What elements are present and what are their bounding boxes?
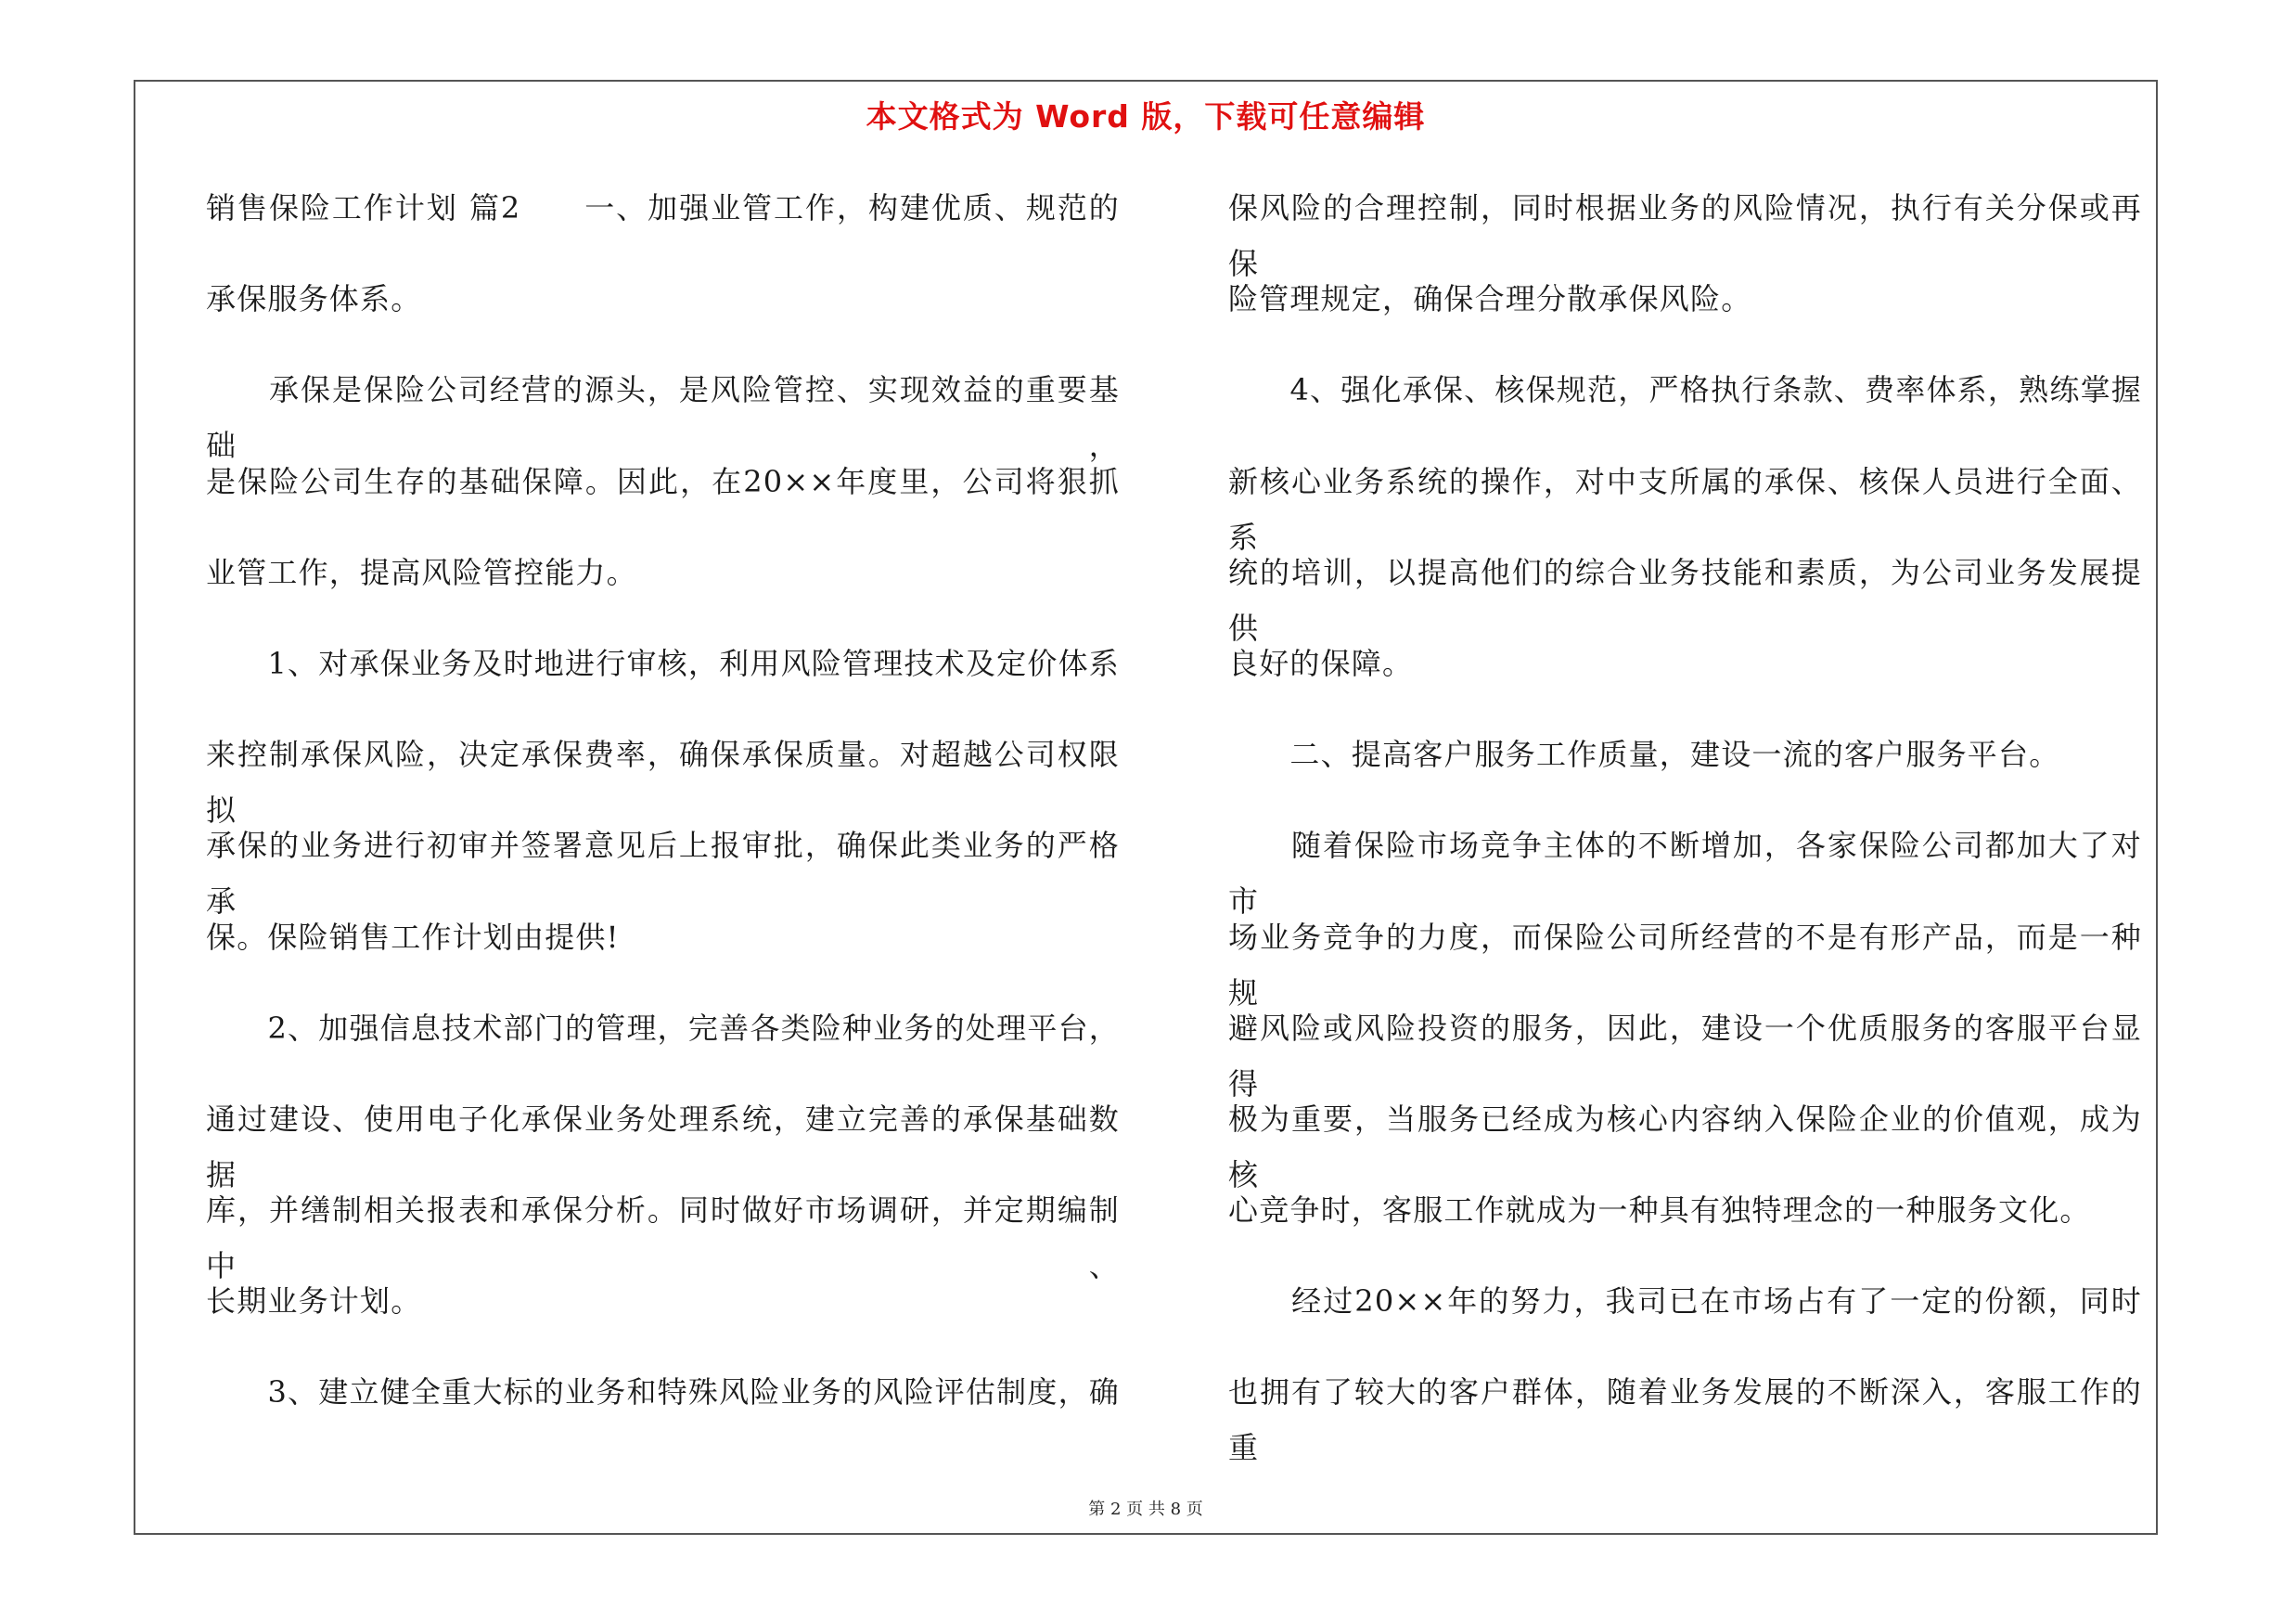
text-line: 也拥有了较大的客户群体，随着业务发展的不断深入，客服工作的重 xyxy=(1228,1374,2142,1466)
text-line: 统的培训，以提高他们的综合业务技能和素质，为公司业务发展提供 xyxy=(1228,554,2142,646)
text-line: 承保是保险公司经营的源头，是风险管控、实现效益的重要基础， xyxy=(206,372,1120,464)
text-line: 2、加强信息技术部门的管理，完善各类险种业务的处理平台， xyxy=(206,1010,1120,1046)
text-line: 险管理规定，确保合理分散承保风险。 xyxy=(1228,281,1752,317)
text-line: 心竞争时，客服工作就成为一种具有独特理念的一种服务文化。 xyxy=(1228,1192,2091,1229)
banner-notice: 本文格式为 Word 版，下载可任意编辑 xyxy=(866,98,1426,135)
text-line: 来控制承保风险，决定承保费率，确保承保质量。对超越公司权限拟 xyxy=(206,737,1120,829)
text-line: 场业务竞争的力度，而保险公司所经营的不是有形产品，而是一种规 xyxy=(1228,919,2142,1011)
text-line: 良好的保障。 xyxy=(1228,645,1414,681)
text-line: 避风险或风险投资的服务，因此，建设一个优质服务的客服平台显得 xyxy=(1228,1010,2142,1101)
page-frame xyxy=(134,80,2158,1535)
text-line: 极为重要，当服务已经成为核心内容纳入保险企业的价值观，成为核 xyxy=(1228,1101,2142,1192)
text-line: 保。保险销售工作计划由提供! xyxy=(206,919,620,955)
left-column xyxy=(206,180,1120,1456)
text-line: 通过建设、使用电子化承保业务处理系统，建立完善的承保基础数据 xyxy=(206,1101,1120,1192)
right-column xyxy=(1228,180,2142,1466)
text-line: 销售保险工作计划 篇2 一、加强业管工作，构建优质、规范的 xyxy=(206,190,1120,225)
text-line: 4、强化承保、核保规范，严格执行条款、费率体系，熟练掌握 xyxy=(1228,372,2142,408)
text-line: 承保的业务进行初审并签署意见后上报审批，确保此类业务的严格承 xyxy=(206,828,1120,920)
text-line: 保风险的合理控制，同时根据业务的风险情况，执行有关分保或再保 xyxy=(1228,190,2142,281)
text-line: 业管工作，提高风险管控能力。 xyxy=(206,554,637,590)
text-line: 3、建立健全重大标的业务和特殊风险业务的风险评估制度，确 xyxy=(206,1374,1120,1410)
text-line: 随着保险市场竞争主体的不断增加，各家保险公司都加大了对市 xyxy=(1228,828,2142,920)
text-line: 新核心业务系统的操作，对中支所属的承保、核保人员进行全面、系 xyxy=(1228,463,2142,555)
text-line: 经过20××年的努力，我司已在市场占有了一定的份额，同时 xyxy=(1228,1283,2142,1320)
text-line: 二、提高客户服务工作质量，建设一流的客户服务平台。 xyxy=(1228,737,2060,773)
text-line: 库，并缮制相关报表和承保分析。同时做好市场调研，并定期编制中、 xyxy=(206,1192,1120,1284)
text-line: 是保险公司生存的基础保障。因此，在20××年度里，公司将狠抓 xyxy=(206,463,1120,499)
text-line: 1、对承保业务及时地进行审核，利用风险管理技术及定价体系 xyxy=(206,645,1120,681)
text-line: 长期业务计划。 xyxy=(206,1283,422,1320)
text-line: 承保服务体系。 xyxy=(206,281,422,317)
page-number-footer: 第 2 页 共 8 页 xyxy=(1088,1500,1203,1519)
